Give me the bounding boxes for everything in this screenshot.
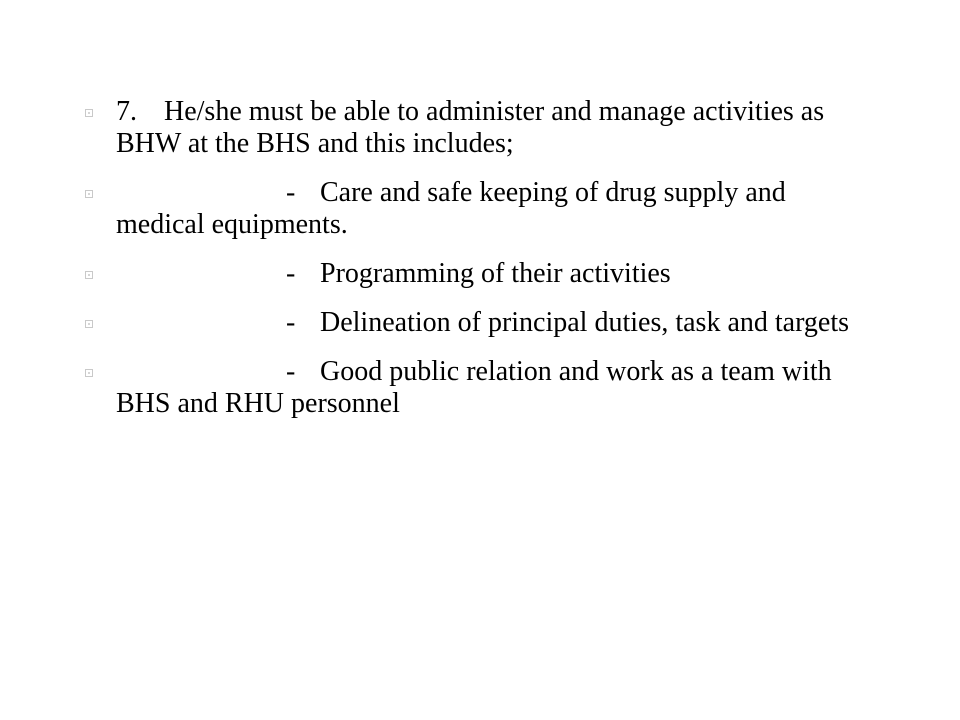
dash-marker: - bbox=[286, 356, 296, 387]
square-bullet-icon bbox=[85, 271, 93, 279]
bullet-text: Programming of their activities bbox=[320, 258, 671, 289]
bullet-text: He/she must be able to administer and manage activities as BHW at the BHS and this includes; bbox=[116, 96, 825, 159]
dash-marker: - bbox=[286, 258, 296, 289]
item-number: 7. bbox=[116, 96, 137, 127]
bullet-list bbox=[80, 96, 880, 437]
square-bullet-icon bbox=[85, 190, 93, 198]
square-bullet-icon bbox=[85, 369, 93, 377]
bullet-text: Care and safe keeping of drug supply and medical equipments. bbox=[116, 177, 786, 240]
bullet-item-programming bbox=[80, 258, 880, 290]
square-bullet-icon bbox=[85, 320, 93, 328]
bullet-item-public-relation bbox=[80, 356, 880, 420]
dash-marker: - bbox=[286, 307, 296, 338]
bullet-item-delineation bbox=[80, 307, 880, 339]
dash-marker: - bbox=[286, 177, 296, 208]
bullet-item-7 bbox=[80, 96, 880, 160]
square-bullet-icon bbox=[85, 109, 93, 117]
bullet-item-drug-supply bbox=[80, 177, 880, 241]
bullet-text: Delineation of principal duties, task and targets bbox=[320, 307, 850, 338]
bullet-text: Good public relation and work as a team with BHS and RHU personnel bbox=[116, 356, 832, 419]
